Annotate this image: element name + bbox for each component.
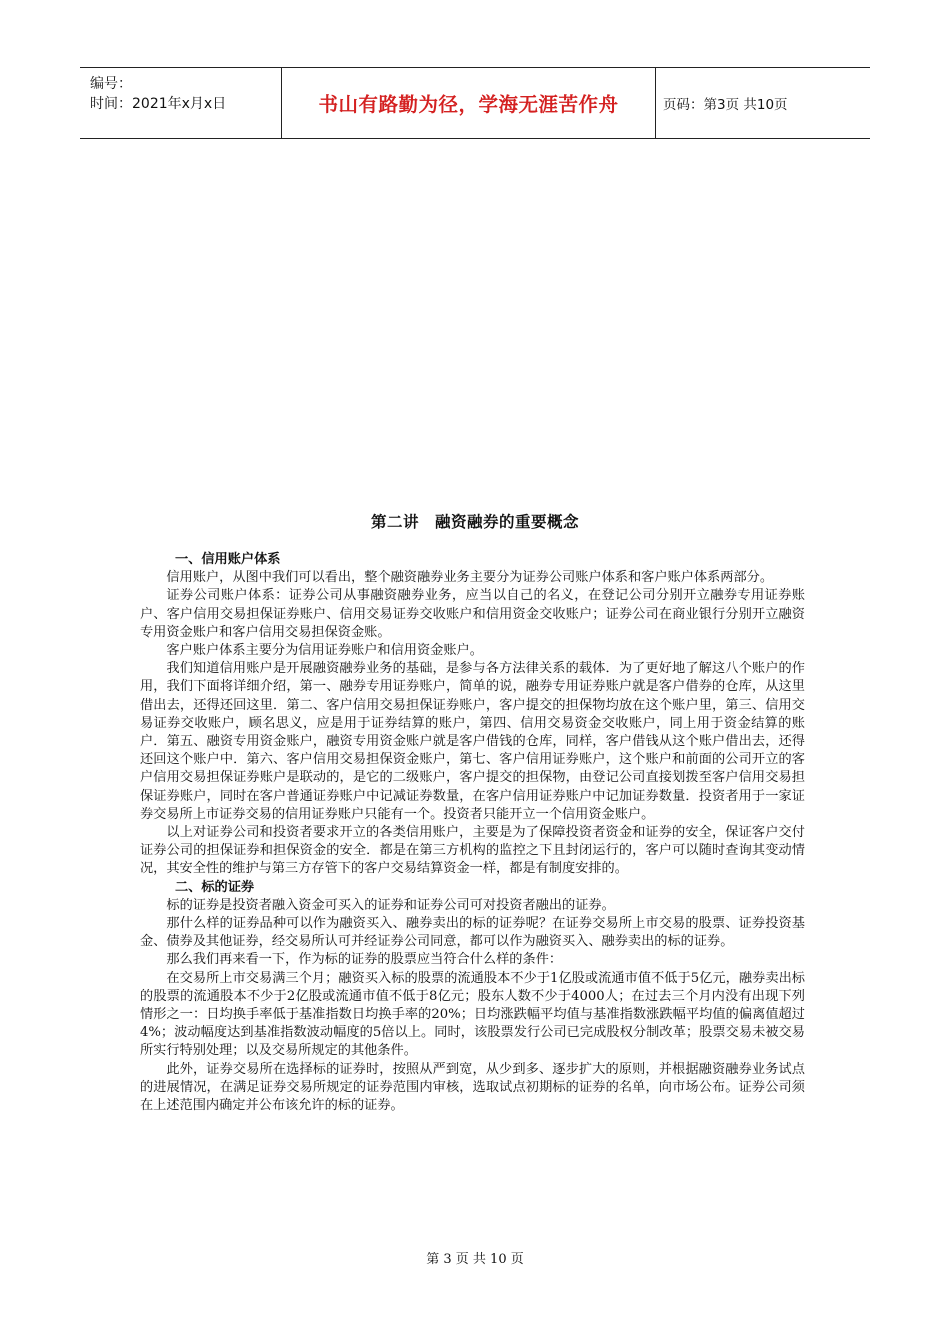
paragraph: 那什么样的证券品种可以作为融资买入、融券卖出的标的证券呢？在证券交易所上市交易的股票、证券投资基金、债券及其他证券，经交易所认可并经证券公司同意，都可以作为融资买入、融券卖出的标的证券。 xyxy=(140,916,805,950)
paragraph: 我们知道信用账户是开展融资融券业务的基础，是参与各方法律关系的载体．为了更好地了解这八个账户的作用，我们下面将详细介绍，第一、融券专用证券账户，简单的说，融券专用证券账户就是客户借券的仓库，从这里借出去，还得还回这里．第二、客户信用交易担保证券账户，客户提交的担保物均放在这个账户里，第三、信用交易证券交收账户，顾名思义，应是用于证券结算的账户，第四、信用交易资金交收账户，同上用于资金结算的账户．第五、融资专用资金账户，融资专用资金账户就是客户借钱的仓库，同样，客户借钱从这个账户借出去，还得还回这个账户中．第六、客户信用交易担保资金账户，第七、客户信用证券账户，这个账户和前面的公司开立的客户信用交易担保证券账户是联动的，是它的二级账户，客户提交的担保物，由登记公司直接划拨至客户信用交易担保证券账户，同时在客户普通证券账户中记减证券数量，在客户信用证券账户中记加证券数量．投资者用于一家证券交易所上市证券交易的信用证券账户只能有一个。投资者只能开立一个信用资金账户。 xyxy=(140,661,805,822)
document-body xyxy=(140,551,805,1115)
document-number-label: 编号： xyxy=(90,76,132,92)
page-footer: 第 3 页 共 10 页 xyxy=(426,1252,524,1267)
paragraph: 在交易所上市交易满三个月；融资买入标的股票的流通股本不少于1亿股或流通市值不低于5亿元，融券卖出标的股票的流通股本不少于2亿股或流通市值不低于8亿元；股东人数不少于4000人；在过去三个月内没有出现下列情形之一：日均换手率低于基准指数日均换手率的20%；日均涨跌幅平均值与基准指数涨跌幅平均值的偏离值超过4%；波动幅度达到基准指数波动幅度的5倍以上。同时，该股票发行公司已完成股权分制改革；股票交易未被交易所实行特别处理；以及交易所规定的其他条件。 xyxy=(140,970,805,1059)
paragraph: 证券公司账户体系：证券公司从事融资融券业务，应当以自己的名义，在登记公司分别开立融券专用证券账户、客户信用交易担保证券账户、信用交易证券交收账户和信用资金交收账户；证券公司在商业银行分别开立融资专用资金账户和客户信用交易担保资金账。 xyxy=(140,588,805,640)
paragraph: 此外，证券交易所在选择标的证券时，按照从严到宽，从少到多、逐步扩大的原则，并根据融资融券业务试点的进展情况，在满足证券交易所规定的证券范围内审核，选取试点初期标的证券的名单，向市场公布。证券公司须在上述范围内确定并公布该允许的标的证券。 xyxy=(140,1061,805,1114)
paragraph: 客户账户体系主要分为信用证券账户和信用资金账户。 xyxy=(166,643,483,659)
paragraph: 标的证券是投资者融入资金可买入的证券和证券公司可对投资者融出的证券。 xyxy=(166,897,615,913)
header-motto-cell xyxy=(282,68,656,138)
section-heading-credit-accounts: 一、信用账户体系 xyxy=(175,552,281,567)
header-meta-cell xyxy=(80,68,282,138)
document-title: 第二讲 融资融券的重要概念 xyxy=(370,513,579,531)
document-date-label: 时间：2021年x月x日 xyxy=(90,96,227,112)
section-heading-underlying-securities: 二、标的证券 xyxy=(175,879,255,895)
header-page-cell xyxy=(656,68,870,138)
paragraph: 那么我们再来看一下，作为标的证券的股票应当符合什么样的条件： xyxy=(166,952,563,968)
header-motto: 书山有路勤为径，学海无涯苦作舟 xyxy=(318,93,619,116)
paragraph: 以上对证券公司和投资者要求开立的各类信用账户，主要是为了保障投资者资金和证券的安全，保证客户交付证券公司的担保证券和担保资金的安全．都是在第三方机构的监控之下且封闭运行的，客户可以随时查询其变动情况，其安全性的维护与第三方存管下的客户交易结算资金一样，都是有制度安排的。 xyxy=(140,825,805,877)
header-page-info: 页码：第3页 共10页 xyxy=(663,97,788,113)
document-header xyxy=(80,67,870,139)
paragraph: 信用账户，从图中我们可以看出，整个融资融券业务主要分为证券公司账户体系和客户账户体系两部分。 xyxy=(166,570,774,586)
